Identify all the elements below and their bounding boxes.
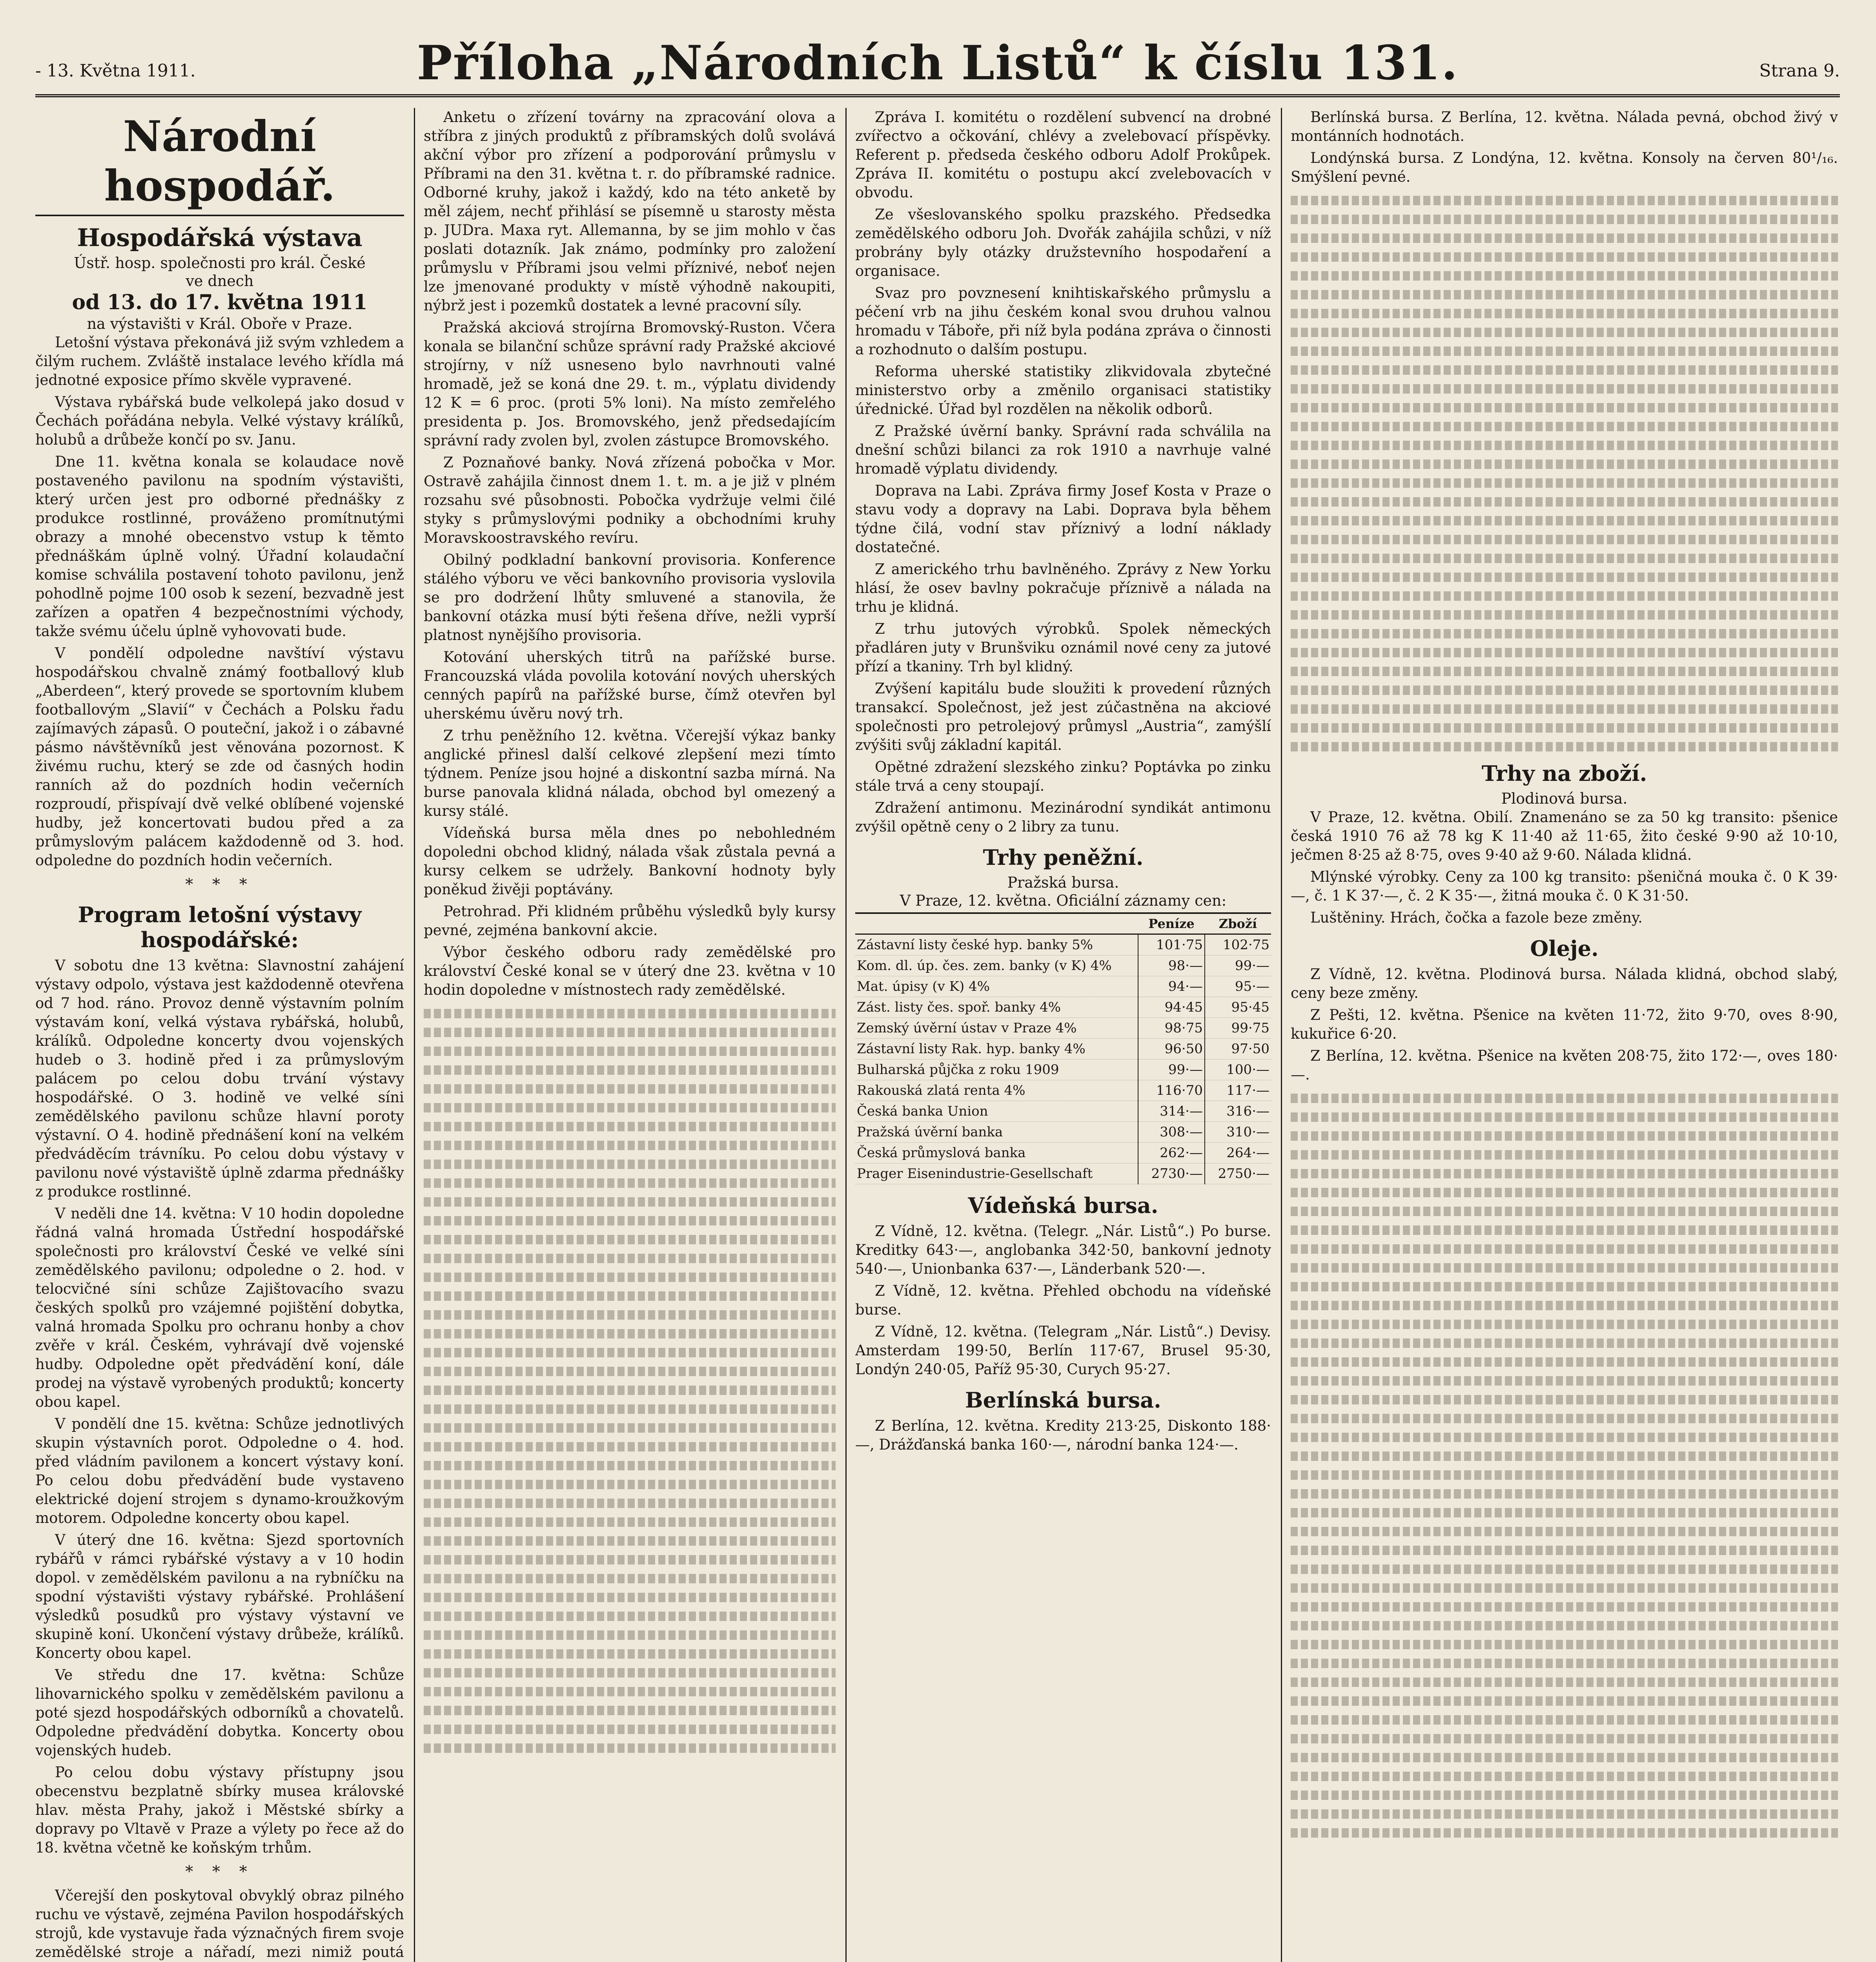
security-name: Zástavní listy Rak. hyp. banky 4% [855,1039,1138,1059]
paragraph: Pražská akciová strojírna Bromovský-Ruston. Včera konala se bilanční schůze správní rady Pražské akciové strojírny, v níž usneseno bylo navrhnouti valné hromadě, jež se koná dne 29. t. m., výplatu dividendy 12 K = 6 proc. (proti 5% loni). Na místo zemřelého presidenta p. Jos. Bromovského, jenž předsedajícím správní rady zvolen byl, zvolen zástupce Bromovského. [424,319,836,449]
article-subheading: Pražská bursa. [1007,874,1119,891]
table-row [855,1122,1271,1143]
column-1 [35,108,404,1962]
paragraph: V neděli dne 14. května: V 10 hodin dopoledne řádná valná hromada Ústřední hospodářské společnosti pro království České ve velké síni zemědělského pavilonu; odpoledne o 2. hod. v telocvičné síni schůze Zajištovacího svazu českých spolků pro vzájemné pojištění dobytka, valná hromada Spolku pro ochranu honby a chov zvěře v král. Českém, vyhrávají dvě vojenské hudby. Odpoledne opět předvádění koní, dále prodej na výstavě vyrobených produktů; koncerty obou kapel. [35,1205,404,1410]
security-name: Česká průmyslová banka [855,1143,1138,1163]
table-row [855,955,1271,976]
exchange-date: V Praze, 12. května. Oficiální záznamy cen: [900,892,1227,909]
separator: * * * [185,875,254,893]
paragraph: V sobotu dne 13 května: Slavnostní zahájení výstavy odpolo, výstava jest každodenně otevřena od 7 hod. ráno. Provoz denně výstavním polním výstavám koní, velká výstava rybářská, holubů, králíků. Odpoledne koncerty dvou vojenských hudeb o 3. hodině před i za průmyslovým palácem po celou dobu trvání výstavy hospodářské. O 3. hodině ve velké síni zemědělského pavilonu schůze hlavní poroty výstavní. O 4. hodině přednášení koní na velkém předváděcím trávníku. Po celou dobu výstavy v pavilonu nové výstaviště úplně zdarma přednášky z produkce rostlinné. [35,957,404,1200]
article-heading: Vídeňská bursa. [968,1193,1158,1218]
paragraph: Reforma uherské statistiky zlikvidovala zbytečné ministerstvo orby a změnilo organisaci statistiky úřednické. Úřad byl rozdělen na několik odborů. [855,363,1271,418]
header-page-number: Strana 9. [1759,61,1840,81]
ask-price: 310·— [1205,1122,1271,1143]
paragraph: V Praze, 12. května. Obilí. Znamenáno se za 50 kg transito: pšenice česká 1910 76 až 78 kg K 11·40 až 11·65, žito české 9·90 až 10·10, ječmen 8·25 až 8·75, oves 9·40 až 9·60. Nálada klidná. [1291,809,1838,863]
ask-price: 2750·— [1205,1163,1271,1184]
paragraph: V pondělí odpoledne navštíví výstavu hospodářskou chvalně známý footballový klub „Aberdeen“, který provede se sportovním klubem footballovým „Slavií“ v Čechách a Polsku řadu zajímavých zápasů. O pouteční, jakož i o zábavné pásmo návštěvníků jest věnována pozornost. K živému ruchu, který se zde od časných hodin ranních až do pozdních hodin večerních rozproudí, přispívají dvě velké oblíbené vojenské hudby, jež koncertovati budou před a za průmyslovým palácem každodenně od 3. hod. odpoledne do pozdních hodin večerních. [35,645,404,869]
paragraph: V úterý dne 16. května: Sjezd sportovních rybářů v rámci rybářské výstavy a v 10 hodin dopol. v zemědělském pavilonu a na rybníčku na spodní výstavišti výstavy rybářské. Prohlášení výsledků posudků pro výstavy výstavní ve skupině koní. Ukončení výstavy drůbeže, králíků. Koncerty obou kapel. [35,1532,404,1661]
paragraph: Ve středu dne 17. května: Schůze lihovarnického spolku v zemědělském pavilonu a poté sjezd hospodářských odborníků a chovatelů. Odpoledne předvádění dobytka. Koncerty obou vojenských hudeb. [35,1667,404,1759]
dense-text-block [1291,1094,1838,1838]
paragraph: Výstava rybářská bude velkolepá jako dosud v Čechách pořádána nebyla. Velké výstavy králíků, holubů a drůbeže končí po sv. Janu. [35,394,404,448]
table-row [855,976,1271,997]
header-title: Příloha „Národních Listů“ k číslu 131. [417,35,1459,91]
paragraph: Opětné zdražení slezského zinku? Poptávka po zinku stále trvá a ceny stoupají. [855,759,1271,794]
ask-price: 316·— [1205,1101,1271,1122]
paragraph: Z Poznaňové banky. Nová zřízená pobočka v Mor. Ostravě zahájila činnost dnem 1. t. m. a je již v plném rozsahu své působnosti. Pobočka vydržuje velmi čilé styky s průmyslovými podniky a obchodními kruhy Moravskoostravského revíru. [424,454,836,546]
security-name: Bulharská půjčka z roku 1909 [855,1059,1138,1080]
security-name: Mat. úpisy (v K) 4% [855,976,1138,997]
table-row [855,1143,1271,1163]
paragraph: Londýnská bursa. Z Londýna, 12. května. Konsoly na červen 80¹/₁₆. Smýšlení pevné. [1291,150,1838,185]
bid-price: 308·— [1138,1122,1205,1143]
article-heading: Trhy peněžní. [983,845,1144,870]
bid-price: 98·— [1138,955,1205,976]
paragraph: Ze všeslovanského spolku prazského. Předsedka zemědělského odboru Joh. Dvořák zahájila schůzi, v níž probrány byly otázky družstevního hospodaření a organisace. [855,206,1271,279]
ask-price: 97·50 [1205,1039,1271,1059]
paragraph: Z Berlína, 12. května. Pšenice na květen 208·75, žito 172·—, oves 180·—. [1291,1047,1838,1083]
bid-price: 98·75 [1138,1018,1205,1039]
paragraph: Luštěniny. Hrách, čočka a fazole beze změny. [1310,909,1643,926]
table-row [855,934,1271,955]
paragraph: Z Vídně, 12. května. Plodinová bursa. Nálada klidná, obchod slabý, ceny beze změny. [1291,966,1838,1001]
ask-price: 100·— [1205,1059,1271,1080]
paragraph: Z Vídně, 12. května. (Telegr. „Nár. Listů“.) Po burse. Kreditky 643·—, anglobanka 342·50, bankovní jednoty 540·—, Unionbanka 637·—, Länderbank 520·—. [855,1223,1271,1277]
bid-price: 262·— [1138,1143,1205,1163]
paragraph: Zdražení antimonu. Mezinárodní syndikát antimonu zvýšil opětně ceny o 2 libry za tunu. [855,799,1271,835]
section-title: Národní hospodář. [35,112,404,216]
exhibition-place: na výstavišti v Král. Oboře v Praze. [87,315,353,332]
security-name: Zemský úvěrní ústav v Praze 4% [855,1018,1138,1039]
table-row [855,1018,1271,1039]
ask-price: 99·— [1205,955,1271,976]
newspaper-page [35,27,1840,1962]
column-2 [424,108,836,1962]
table-row [855,1163,1271,1184]
security-name: Rakouská zlatá renta 4% [855,1080,1138,1101]
column-rule [845,108,847,1962]
ask-price: 102·75 [1205,934,1271,955]
bid-price: 96·50 [1138,1039,1205,1059]
paragraph: Dne 11. května konala se kolaudace nově postaveného pavilonu na spodním výstavišti, který určen jest pro odborné přednášky z produkce rostlinné, prováženo promítnutými obrazy a mnohé obecenstvo vstup k těmto přednáškám úplně volný. Úřadní kolaudační komise schválila postavení tohoto pavilonu, jenž pohodlně pojme 100 osob k sezení, bezvadně jest zařízen a opatřen 4 bezpečnostními východy, takže svému účelu úplně vyhovovati bude. [35,453,404,640]
paragraph: V pondělí dne 15. května: Schůze jednotlivých skupin výstavních porot. Odpoledne o 4. hod. před vládním pavilonem a koncert výstavy koní. Po celou dobu předvádění bude vystaveno elektrické dojení strojem s dynamo-kroužkovým motorem. Odpoledne koncerty obou kapel. [35,1415,404,1526]
separator: * * * [185,1863,254,1881]
column-rule [414,108,415,1962]
ask-price: 264·— [1205,1143,1271,1163]
security-name: Zást. listy čes. spoř. banky 4% [855,997,1138,1018]
bid-price: 116·70 [1138,1080,1205,1101]
table-row [855,1080,1271,1101]
paragraph: Včerejší den poskytoval obvyklý obraz pilného ruchu ve výstavě, zejména Pavilon hospodářských strojů, kde vystavuje řada význačných firem svoje zemědělské stroje a nářadí, mezi nimiž poutá [35,1887,404,1960]
bid-price: 99·— [1138,1059,1205,1080]
paragraph: Berlínská bursa. Z Berlína, 12. května. Nálada pevná, obchod živý v montánních hodnotách. [1291,109,1838,144]
security-name: Zástavní listy české hyp. banky 5% [855,934,1138,955]
paragraph: Kotování uherských titrů na pařížské burse. Francouzská vláda povolila kotování nových uherských cenných papírů na pařížské burse, čímž otevřen byl uherskému úvěru nový trh. [424,649,836,722]
bid-price: 94·45 [1138,997,1205,1018]
paragraph: Z amerického trhu bavlněného. Zprávy z New Yorku hlásí, že osev bavlny pokračuje příznivě a nálada na trhu je klidná. [855,561,1271,615]
bid-price: 94·— [1138,976,1205,997]
paragraph: Zvýšení kapitálu bude sloužiti k provedení různých transakcí. Společnost, jež jest zúčastněna na akciové společnosti pro petrolejový průmysl „Austria“, zamýšlí zvýšiti svůj základní kapitál. [855,680,1271,753]
dense-text-block [1291,196,1838,751]
security-name: Česká banka Union [855,1101,1138,1122]
paragraph: Svaz pro povznesení knihtiskařského průmyslu a péčení vrb na jihu českém konal svou druhou valnou hromadu v Táboře, při níž byla podána zpráva o činnosti a rozhodnuto o dalším postupu. [855,284,1271,358]
security-name: Pražská úvěrní banka [855,1122,1138,1143]
table-header: Peníze [1138,913,1205,934]
paragraph: Doprava na Labi. Zpráva firmy Josef Kosta v Praze o stavu vody a dopravy na Labi. Doprava byla během týdne čilá, vodní stav příznivý a lodní náklady dostatečné. [855,482,1271,556]
paragraph: Vídeňská bursa měla dnes po nebohledném dopoledni obchod klidný, nálada však zůstala pevná a kursy celkem se udržely. Bankovní hodnoty byly poněkud živěji poptávány. [424,824,836,898]
article-heading: Hospodářská výstava [77,223,362,252]
column-rule [1281,108,1282,1962]
paragraph: Z trhu peněžního 12. května. Včerejší výkaz banky anglické přinesl další celkové zlepšení mezi tímto týdnem. Peníze jsou hojné a diskontní sazba mírná. Na burse panovala klidná nálada, obchod byl omezený a kursy stálé. [424,727,836,819]
dense-text-block [424,1009,836,1753]
paragraph: Mlýnské výrobky. Ceny za 100 kg transito: pšeničná mouka č. 0 K 39·—, č. 1 K 37·—, č. 2 K 35·—, žitná mouka č. 0 K 31·50. [1291,868,1838,904]
paragraph: Z Pešti, 12. května. Pšenice na květen 11·72, žito 9·70, oves 8·90, kukuřice 6·20. [1291,1007,1838,1042]
security-name: Kom. dl. úp. čes. zem. banky (v K) 4% [855,955,1138,976]
paragraph: Anketu o zřízení továrny na zpracování olova a stříbra z jiných produktů z příbramských dolů svolává akční výbor pro zřízení a podporování průmyslu v Příbrami na den 31. května t. r. do příbramské radnice. Odborné kruhy, jakož i každý, kdo na této anketě by měl zájem, nechť přihlásí se písemně u starosty města p. JUDra. Maxa ryt. Allemanna, by se jim mohlo v čas poslati dotazník. Jak známo, podmínky pro založení průmyslu v Příbrami jsou velmi příznivé, neboť nejen lze jmenované produkty v místě výhodně nakoupiti, nýbrž jest i pozemků dostatek a levné pracovní síly. [424,109,836,314]
paragraph: Letošní výstava překonává již svým vzhledem a čilým ruchem. Zvláště instalace levého křídla má jednotné exposice přímo skvěle vypravené. [35,334,404,388]
ask-price: 95·45 [1205,997,1271,1018]
security-name: Prager Eisenindustrie-Gesellschaft [855,1163,1138,1184]
table-row [855,1039,1271,1059]
exhibition-dates: od 13. do 17. května 1911 [72,290,368,314]
paragraph: Obilný podkladní bankovní provisoria. Konference stálého výboru ve věci bankovního provisoria vyslovila se pro dodržení lhůty smluvené a stanovila, že bankovní otázka musí býti řešena dříve, nežli vyprší platnost nynějšího provisoria. [424,551,836,644]
paragraph: Zpráva I. komitétu o rozdělení subvencí na drobné zvířectvo a očkování, chlévy a zvelebovací příspěvky. Referent p. předseda českého odboru Adolf Prokůpek. Zpráva II. komitétu o postupu akcí zvelebovacích v obvodu. [855,109,1271,201]
exchange-table [855,912,1271,1184]
table-row [855,997,1271,1018]
paragraph: Z Berlína, 12. května. Kredity 213·25, Diskonto 188·—, Drážďanská banka 160·—, národní banka 124·—. [855,1417,1271,1453]
ask-price: 117·— [1205,1080,1271,1101]
article-heading: Berlínská bursa. [965,1388,1161,1413]
table-header: Zboží [1205,913,1271,934]
paragraph: Z Pražské úvěrní banky. Správní rada schválila na dnešní schůzi bilanci za rok 1910 a navrhuje valné hromadě výplatu dividendy. [855,423,1271,477]
table-row [855,1101,1271,1122]
paragraph: Z Vídně, 12. května. (Telegram „Nár. Listů“.) Devisy. Amsterdam 199·50, Berlín 117·67, Brusel 95·30, Londýn 240·05, Paříž 95·30, Curych 95·27. [855,1323,1271,1378]
page-header [35,27,1840,97]
table-row [855,1059,1271,1080]
table-header [855,913,1138,934]
ask-price: 95·— [1205,976,1271,997]
paragraph: Petrohrad. Při klidném průběhu výsledků byly kursy pevné, zejména bankovní akcie. [424,903,836,939]
article-subheading: ve dnech [186,272,254,290]
paragraph: Po celou dobu výstavy přístupny jsou obecenstvu bezplatně sbírky musea královské hlav. města Prahy, jakož i Městské sbírky a dopravy po Vltavě v Praze a výlety po řece až do 18. května včetně ke koňským trhům. [35,1764,404,1856]
header-date: - 13. Května 1911. [35,61,196,81]
ask-price: 99·75 [1205,1018,1271,1039]
article-heading: Program letošní výstavy hospodářské: [78,902,362,952]
column-3 [855,108,1271,1962]
column-4 [1291,108,1838,1962]
bid-price: 314·— [1138,1101,1205,1122]
article-subheading: Plodinová bursa. [1501,790,1628,807]
paragraph: Z trhu jutových výrobků. Spolek německých přadláren juty v Brunšviku oznámil nové ceny za jutové přízí a tkaniny. Trh byl klidný. [855,620,1271,675]
bid-price: 101·75 [1138,934,1205,955]
article-heading: Oleje. [1530,936,1599,961]
bid-price: 2730·— [1138,1163,1205,1184]
article-heading: Trhy na zboží. [1481,761,1647,786]
paragraph: Z Vídně, 12. května. Přehled obchodu na vídeňské burse. [855,1282,1271,1318]
paragraph: Výbor českého odboru rady zemědělské pro království České konal se v úterý dne 23. května v 10 hodin dopoledne v místnostech rady zemědělské. [424,944,836,998]
article-subheading: Ústř. hosp. společnosti pro král. České [74,254,366,272]
